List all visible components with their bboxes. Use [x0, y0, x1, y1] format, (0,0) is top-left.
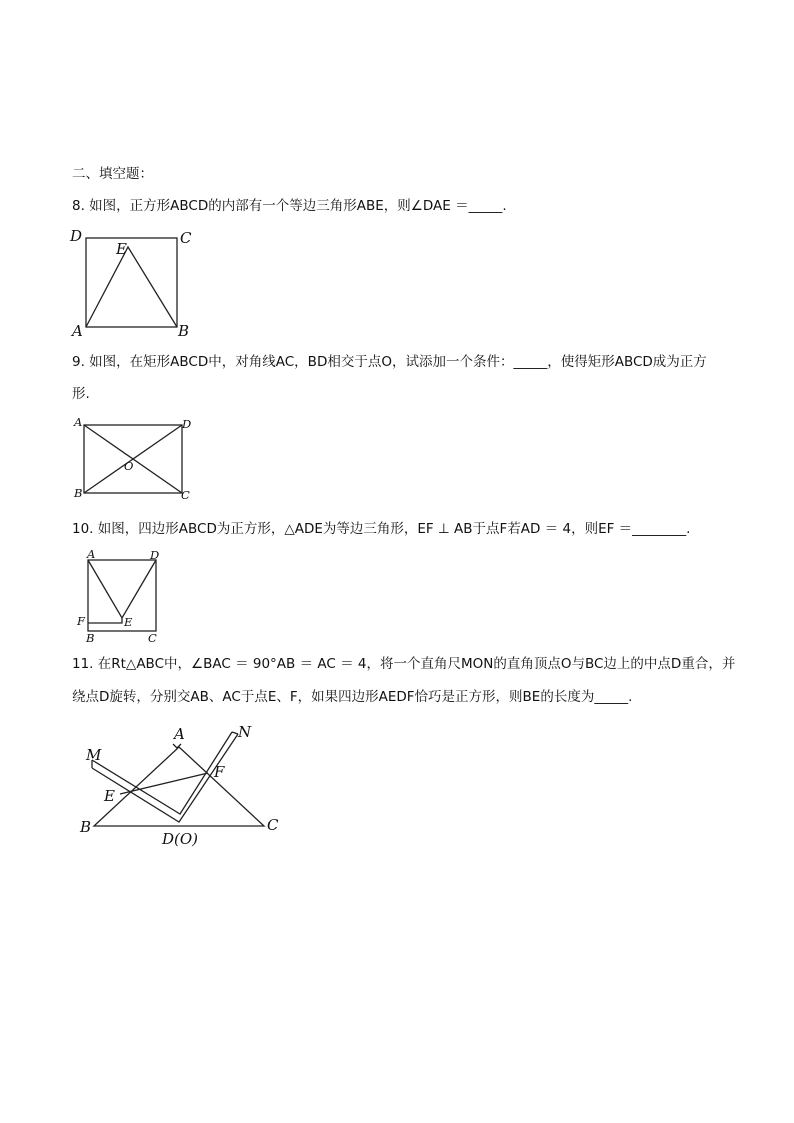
label-a: A	[72, 322, 83, 340]
label-f: F	[214, 763, 225, 781]
question-11-line2: 绕点D旋转，分别交AB、AC于点E、F，如果四边形AEDF恰巧是正方形，则BE的长度为_____.	[72, 689, 633, 705]
label-a: A	[87, 547, 96, 561]
triangle-abc	[94, 747, 264, 826]
section-title: 二、填空题：	[72, 166, 153, 182]
label-d: D	[70, 227, 83, 245]
label-c: C	[180, 229, 192, 247]
label-c: C	[181, 488, 190, 502]
question-11-line1: 11. 在Rt△ABC中，∠BAC ＝ 90°AB ＝ AC ＝ 4，将一个直角尺MON的直角顶点O与BC边上的中点D重合，并	[72, 656, 736, 672]
label-a: A	[174, 725, 185, 743]
label-n: N	[238, 723, 252, 741]
question-9-figure	[70, 413, 200, 503]
label-d-o: D(O)	[162, 830, 199, 848]
question-8-figure	[60, 225, 200, 345]
label-b: B	[80, 818, 92, 836]
label-o: O	[124, 459, 134, 473]
label-c: C	[148, 631, 157, 645]
label-d: D	[182, 417, 192, 431]
question-9-line1: 9. 如图，在矩形ABCD中，对角线AC，BD相交于点O，试添加一个条件：_____，使得矩形ABCD成为正方	[72, 354, 707, 370]
square-abcd	[86, 238, 177, 327]
label-e: E	[124, 615, 133, 629]
label-e: E	[116, 240, 127, 258]
question-9-line2: 形.	[72, 386, 90, 402]
question-10-figure	[74, 545, 174, 645]
question-8-text: 8. 如图，正方形ABCD的内部有一个等边三角形ABE，则∠DAE ＝_____.	[72, 198, 507, 214]
label-e: E	[104, 787, 115, 805]
question-10-text: 10. 如图，四边形ABCD为正方形，△ADE为等边三角形，EF ⊥ AB于点F若AD ＝ 4，则EF ＝________.	[72, 521, 691, 537]
perpendicular-ef	[88, 618, 122, 623]
label-f: F	[77, 614, 85, 628]
label-b: B	[74, 486, 83, 500]
label-b: B	[178, 322, 190, 340]
label-c: C	[267, 816, 279, 834]
triangle-abe	[86, 247, 177, 327]
triangle-ade	[88, 560, 156, 618]
label-m: M	[86, 746, 102, 764]
question-11-figure	[78, 722, 288, 852]
label-d: D	[150, 548, 160, 562]
label-a: A	[74, 415, 83, 429]
label-b: B	[86, 631, 95, 645]
